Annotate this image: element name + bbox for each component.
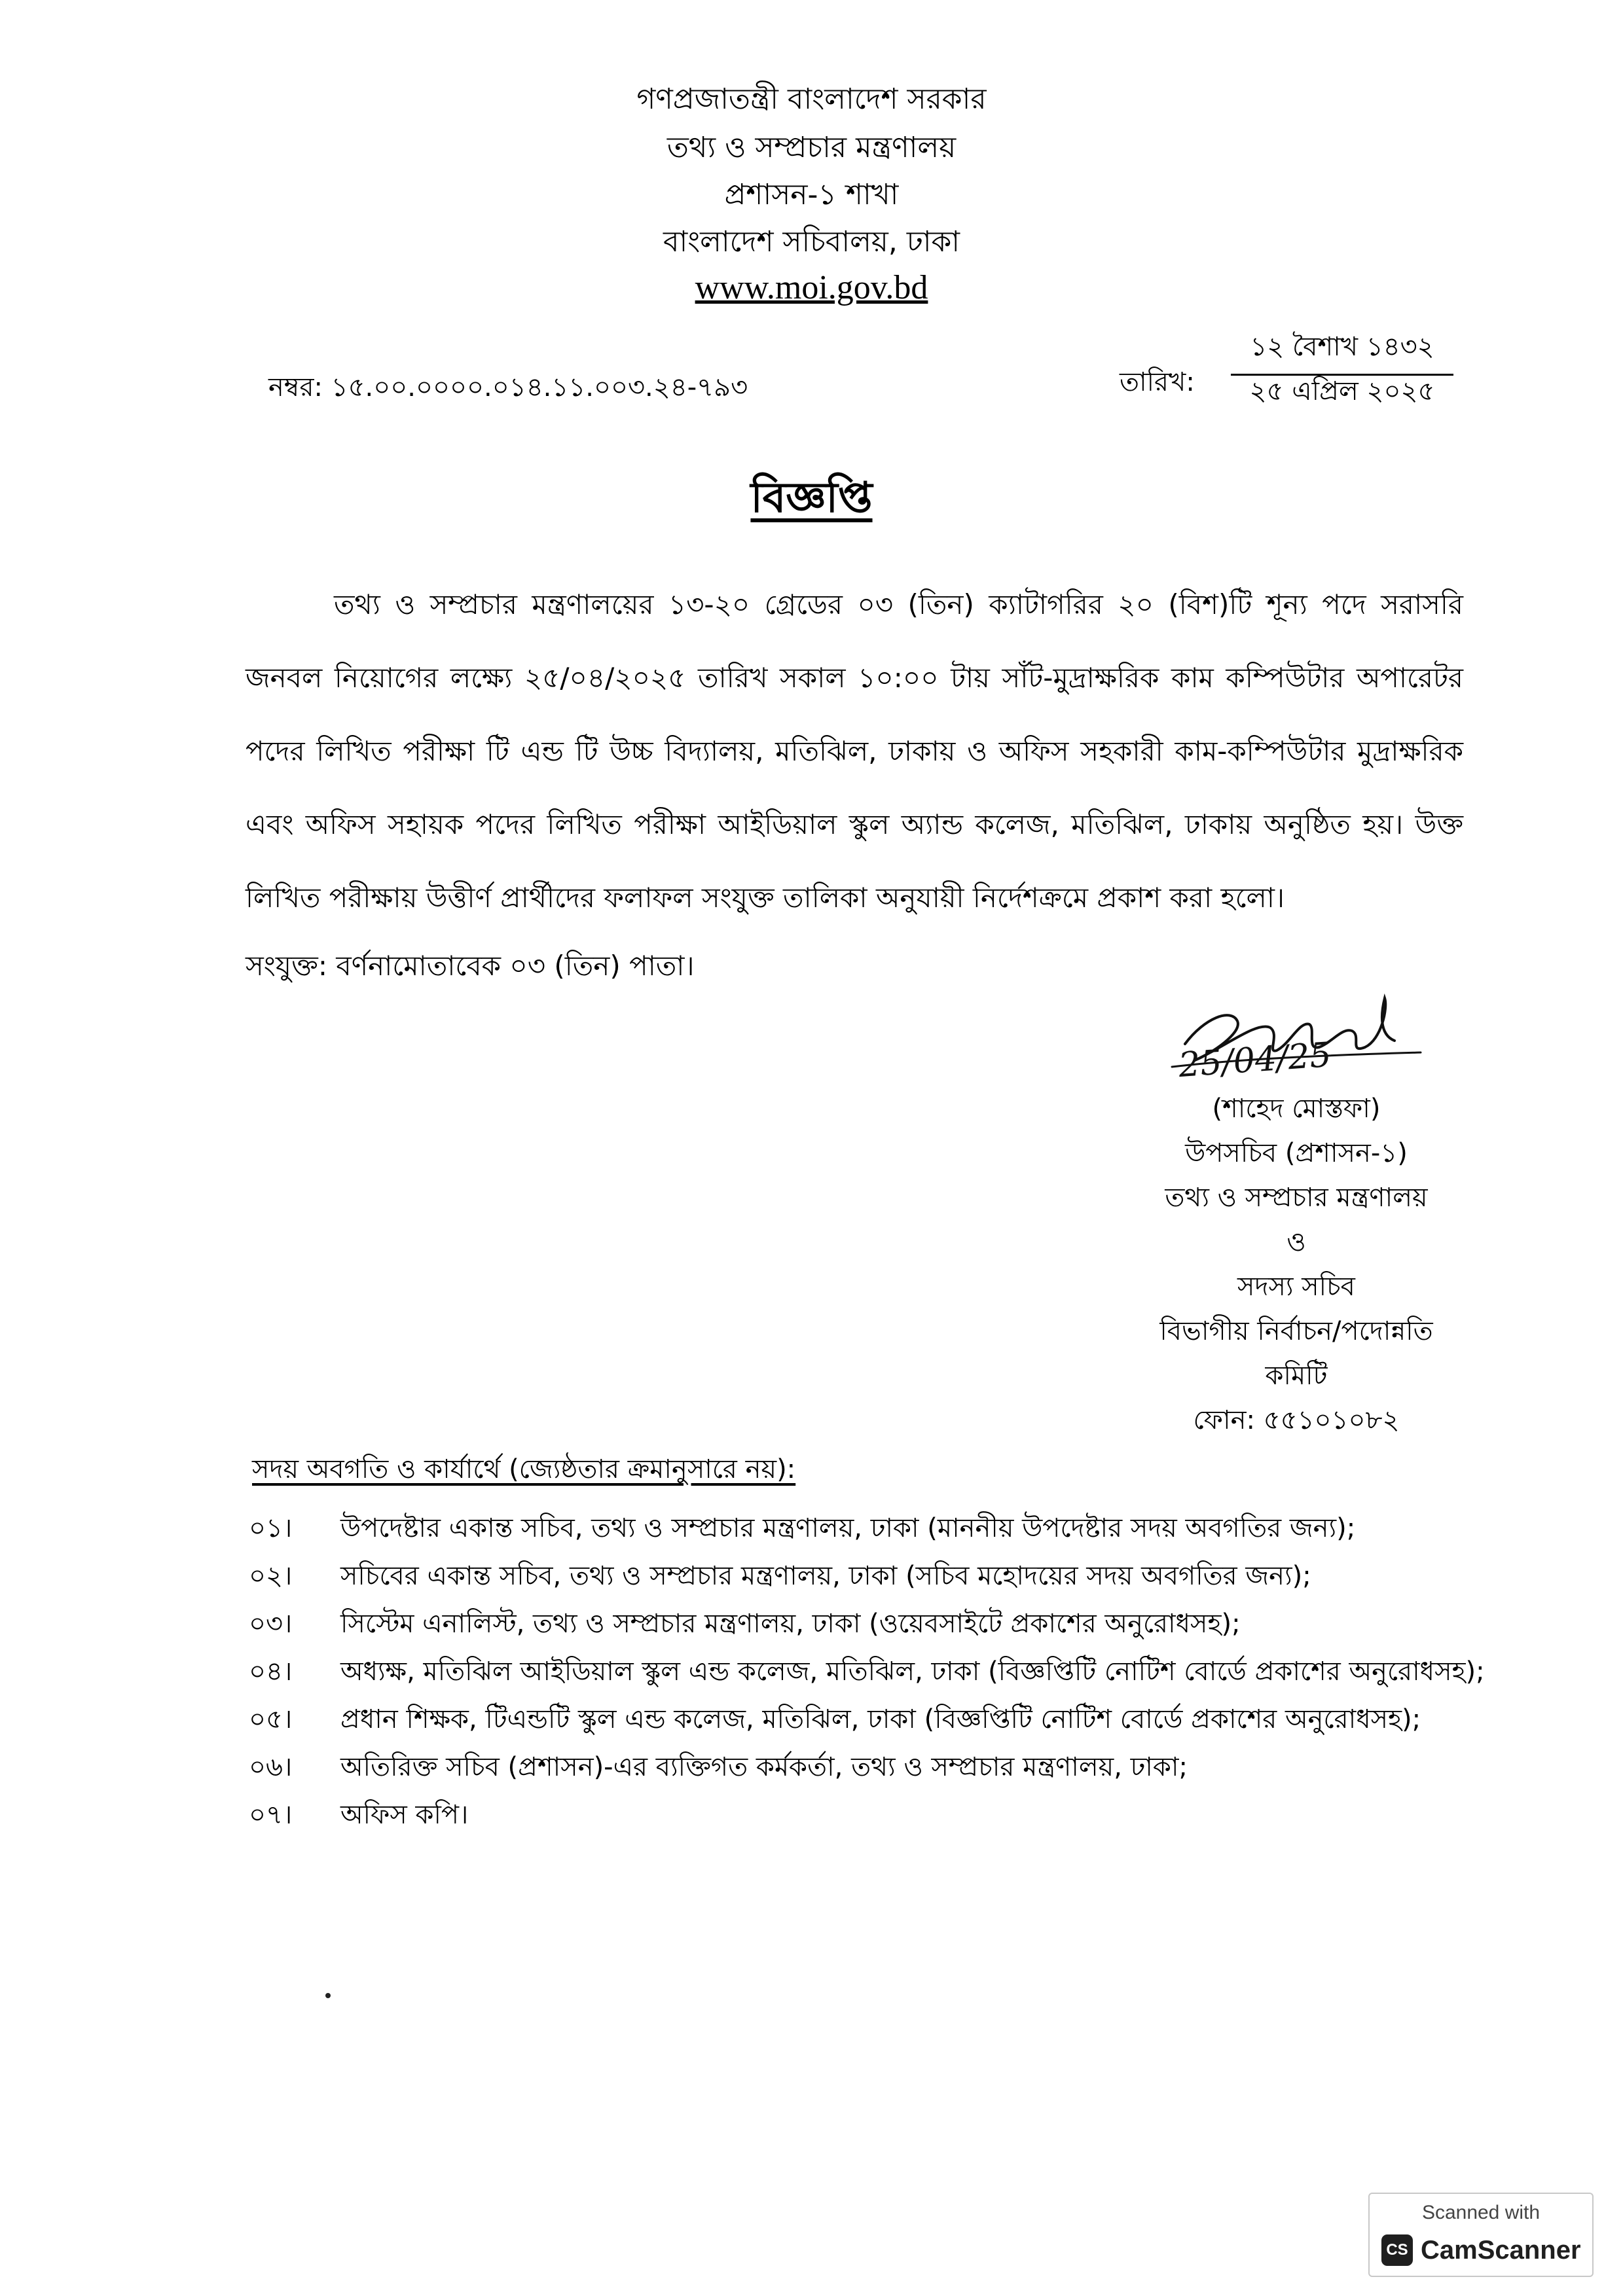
ministry-name: তথ্য ও সম্প্রচার মন্ত্রণালয় xyxy=(666,131,957,164)
distribution-list xyxy=(249,1505,1552,1840)
memo-number-label: নম্বর: xyxy=(268,372,323,403)
list-item-number: ০৭। xyxy=(249,1800,293,1830)
notice-title: বিজ্ঞপ্তি xyxy=(750,474,873,522)
list-item xyxy=(249,1744,1552,1792)
date-bangla: ১২ বৈশাখ ১৪৩২ xyxy=(1231,326,1453,376)
signer-phone: ফোন: ৫৫১০১০৮২ xyxy=(1193,1405,1400,1435)
memo-number-value: ১৫.০০.০০০০.০১৪.১১.০০৩.২৪-৭৯৩ xyxy=(331,372,748,403)
list-item-number: ০৬। xyxy=(249,1752,293,1782)
list-item-text: অতিরিক্ত সচিব (প্রশাসন)-এর ব্যক্তিগত কর্মকর্তা, তথ্য ও সম্প্রচার মন্ত্রণালয়, ঢাকা; xyxy=(340,1752,1188,1782)
list-item-text: উপদেষ্টার একান্ত সচিব, তথ্য ও সম্প্রচার মন্ত্রণালয়, ঢাকা (মাননীয় উপদেষ্টার সদয় অবগতির জন্য); xyxy=(340,1513,1356,1543)
camscanner-logo-icon: CS xyxy=(1381,2234,1413,2266)
branch-name: প্রশাসন-১ শাখা xyxy=(724,178,899,211)
signer-name: (শাহেদ মোস্তফা) xyxy=(1212,1094,1381,1124)
watermark-caption: Scanned with xyxy=(1421,2202,1541,2223)
list-item xyxy=(249,1649,1552,1696)
memo-number xyxy=(268,367,748,410)
list-item xyxy=(249,1553,1552,1601)
date-english: ২৫ এপ্রিল ২০২৫ xyxy=(1249,376,1435,406)
office-location: বাংলাদেশ সচিবালয়, ঢাকা xyxy=(663,225,960,259)
notice-paragraph: তথ্য ও সম্প্রচার মন্ত্রণালয়ের ১৩-২০ গ্রেডের ০৩ (তিন) ক্যাটাগরির ২০ (বিশ)টি শূন্য পদে সরাসরি জনবল নিয়োগের লক্ষ্যে ২৫/০৪/২০২৫ তারিখ সকাল ১০:০০ টায় সাঁট-মুদ্রাক্ষরিক কাম কম্পিউটার অপারেটর পদের লিখিত পরীক্ষা টি এন্ড টি উচ্চ বিদ্যালয়, মতিঝিল, ঢাকায় ও অফিস সহকারী কাম-কম্পিউটার মুদ্রাক্ষরিক এবং অফিস সহায়ক পদের লিখিত পরীক্ষা আইডিয়াল স্কুল অ্যান্ড কলেজ, মতিঝিল, ঢাকায় অনুষ্ঠিত হয়। উক্ত লিখিত পরীক্ষায় উত্তীর্ণ প্রার্থীদের ফলাফল সংযুক্ত তালিকা অনুযায়ী নির্দেশক্রমে প্রকাশ করা হলো। xyxy=(246,588,1463,914)
list-item-text: সচিবের একান্ত সচিব, তথ্য ও সম্প্রচার মন্ত্রণালয়, ঢাকা (সচিব মহোদয়ের সদয় অবগতির জন্য); xyxy=(340,1561,1311,1591)
watermark-brand: CamScanner xyxy=(1421,2236,1581,2265)
signer-conjunction: ও xyxy=(1286,1227,1306,1257)
list-item xyxy=(249,1505,1552,1553)
list-item-number: ০৪। xyxy=(249,1657,293,1687)
camscanner-watermark xyxy=(1368,2193,1594,2277)
distribution-heading: সদয় অবগতি ও কার্যার্থে (জ্যেষ্ঠতার ক্রমানুসারে নয়): xyxy=(252,1454,796,1484)
list-item-text: সিস্টেম এনালিস্ট, তথ্য ও সম্প্রচার মন্ত্রণালয়, ঢাকা (ওয়েবসাইটে প্রকাশের অনুরোধসহ); xyxy=(340,1609,1241,1639)
signer-role: সদস্য সচিব xyxy=(1237,1272,1355,1302)
list-item-number: ০৩। xyxy=(249,1609,293,1639)
committee-line-1: বিভাগীয় নির্বাচন/পদোন্নতি xyxy=(1159,1316,1433,1346)
attachment-note: সংযুক্ত: বর্ণনামোতাবেক ০৩ (তিন) পাতা। xyxy=(246,950,695,982)
list-item xyxy=(249,1696,1552,1744)
committee-line-2: কমিটি xyxy=(1265,1361,1328,1391)
govt-name: গণপ্রজাতন্ত্রী বাংলাদেশ সরকার xyxy=(636,82,987,116)
signature-date: 25/04/25 xyxy=(1177,1035,1333,1086)
list-item-text: প্রধান শিক্ষক, টিএন্ডটি স্কুল এন্ড কলেজ, মতিঝিল, ঢাকা (বিজ্ঞপ্তিটি নোটিশ বোর্ডে প্রকাশের অনুরোধসহ); xyxy=(340,1704,1421,1734)
list-item-number: ০১। xyxy=(249,1513,293,1543)
list-item-number: ০২। xyxy=(249,1561,293,1591)
list-item xyxy=(249,1792,1552,1840)
signer-ministry: তথ্য ও সম্প্রচার মন্ত্রণালয় xyxy=(1165,1183,1428,1213)
list-item-text: অফিস কপি। xyxy=(340,1800,469,1830)
list-item-text: অধ্যক্ষ, মতিঝিল আইডিয়াল স্কুল এন্ড কলেজ, মতিঝিল, ঢাকা (বিজ্ঞপ্তিটি নোটিশ বোর্ডে প্রকাশের অনুরোধসহ); xyxy=(340,1657,1485,1687)
scan-speck xyxy=(325,1993,331,1998)
list-item-number: ০৫। xyxy=(249,1704,293,1734)
list-item xyxy=(249,1601,1552,1649)
signer-designation: উপসচিব (প্রশাসন-১) xyxy=(1185,1138,1408,1168)
signature-block xyxy=(1048,1086,1545,1443)
date-label: তারিখ: xyxy=(1120,367,1195,397)
notice-body xyxy=(246,568,1463,935)
website-link[interactable]: www.moi.gov.bd xyxy=(695,269,928,306)
